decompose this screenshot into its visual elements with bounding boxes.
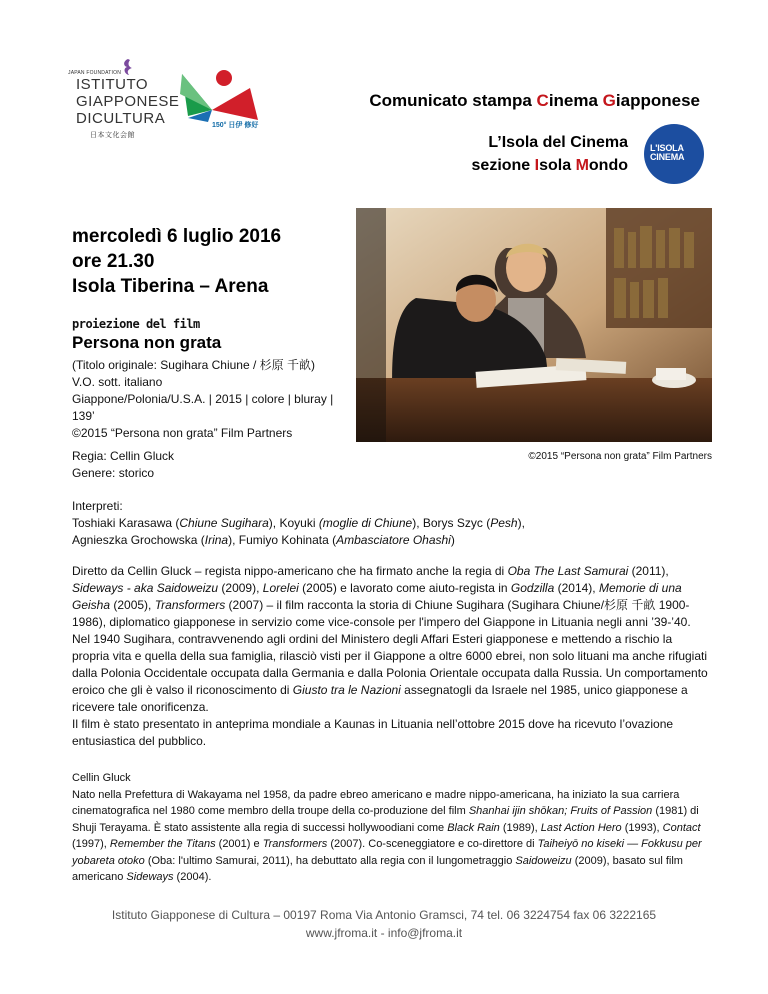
cast-list: Toshiaki Karasawa (Chiune Sugihara), Koyuki (moglie di Chiune), Borys Szyc (Pesh), Agnieszka Grochowska (Irina), Fumiyo Kohinata (Ambasciatore Ohashi): [72, 516, 525, 547]
anniversary-label: 150° 日伊 修好: [212, 122, 259, 129]
production-info: Giappone/Polonia/U.S.A. | 2015 | colore | bluray | 139’: [72, 392, 334, 423]
logo-line-giapponese: GIAPPONESE: [76, 93, 180, 110]
bird-emblem-icon: [120, 58, 136, 76]
bio-paragraph: Nato nella Prefettura di Wakayama nel 1958, da padre ebreo americano e madre nippo-americana, ha iniziato la sua carriera cinematografica nel 1980 come membro della troupe della co-produzione del film Shanhai ijin shōkan; Fruits of Passion (1981) di Shuji Terayama. È stato assistente alla regia di successi hollywoodiani come Black Rain (1989), Last Action Hero (1993), Contact (1997), Remember the Titans (2001) e Transformers (2007). Co-sceneggiatore e co-direttore di Taiheiyō no kiseki — Fokkusu per yobareta otoko (Oba: l'ultimo Samurai, 2011), ha debuttato alla regia con il lungometraggio Saidoweizu (2009), basato sul film americano Sideways (2004).: [72, 788, 702, 883]
director: Regia: Cellin Gluck: [72, 449, 175, 463]
event-date: mercoledì 6 luglio 2016: [72, 226, 282, 247]
bio-name: Cellin Gluck: [72, 772, 131, 784]
event-place: Isola Tiberina – Arena: [72, 276, 269, 297]
logo-line-cultura: DICULTURA: [76, 110, 166, 127]
premiere-paragraph: Il film è stato presentato in anteprima mondiale a Kaunas in Lituania nell’ottobre 2015 dove ha ricevuto l’ovazione entusiastica del pubblico.: [72, 717, 674, 748]
film-meta: [72, 357, 342, 442]
subtitles-info: V.O. sott. italiano: [72, 375, 163, 389]
press-release-title: Comunicato stampa Cinema Giapponese: [369, 91, 700, 110]
original-title: (Titolo originale: Sugihara Chiune / 杉原 千畝): [72, 358, 315, 372]
screening-kicker: proiezione del film: [72, 317, 200, 331]
isola-cinema-logo: [644, 124, 704, 184]
film-title: Persona non grata: [72, 333, 222, 352]
genre: Genere: storico: [72, 466, 155, 480]
logo-line-istituto: ISTITUTO: [76, 76, 149, 93]
cast-section: [72, 498, 708, 549]
festival-heading: [472, 131, 628, 177]
festival-name: L’Isola del Cinema: [488, 134, 628, 151]
cast-label: Interpreti:: [72, 499, 123, 513]
event-time: ore 21.30: [72, 251, 155, 272]
fan-emblem-icon: [178, 64, 262, 124]
istituto-giapponese-logo: [68, 58, 180, 139]
copyright-info: ©2015 “Persona non grata” Film Partners: [72, 426, 293, 440]
director-bio-section: [72, 770, 708, 886]
japan-foundation-label: JAPAN FOUNDATION: [68, 70, 122, 76]
festival-section: sezione Isola Mondo: [471, 157, 628, 174]
synopsis-paragraph: Diretto da Cellin Gluck – regista nippo-americano che ha firmato anche la regia di Oba The Last Samurai (2011), Sideways - aka Saidoweizu (2009), Lorelei (2005) e lavorato come aiuto-regista in Godzilla (2014), Memorie di una Geisha (2005), Transformers (2007) – il film racconta la storia di Chiune Sugihara (Sugihara Chiune/杉原 千畝 1900‐1986), diplomatico giapponese in servizio come vice-console per l'impero del Giappone in Lituania negli anni ’39-’40. Nel 1940 Sugihara, contravvenendo agli ordini del Ministero degli Affari Esteri giapponese e mettendo a rischio la propria vita e quella della sua famiglia, rilasciò visti per il Giappone a oltre 6000 ebrei, non solo lituani ma anche rifugiati dalla Polonia Occidentale occupata dalla Germania e dalla Polonia Orientale occupata dalla Russia. Un comportamento eroico che gli è valso il riconoscimento di Giusto tra le Nazioni assegnatogli da Israele nel 1985, unico giapponese a ricevere tale onorificenza.: [72, 564, 708, 714]
logo-kanji: 日本文化会館: [90, 132, 135, 139]
photo-credit: ©2015 “Persona non grata” Film Partners: [528, 451, 712, 462]
footer-contacts: www.jfroma.it - info@jfroma.it: [305, 926, 463, 940]
isola-logo-text: L'ISOLA CINEMA: [650, 143, 685, 162]
footer-address: Istituto Giapponese di Cultura – 00197 Roma Via Antonio Gramsci, 74 tel. 06 3224754 fax 06 3222165: [111, 908, 657, 922]
film-still-illustration: [356, 208, 712, 442]
director-genre: [72, 448, 174, 482]
footer: [0, 906, 768, 942]
anniversary-150-logo: [178, 64, 262, 134]
event-details: [72, 224, 281, 299]
film-still-photo: [356, 208, 712, 442]
synopsis-section: [72, 563, 708, 750]
